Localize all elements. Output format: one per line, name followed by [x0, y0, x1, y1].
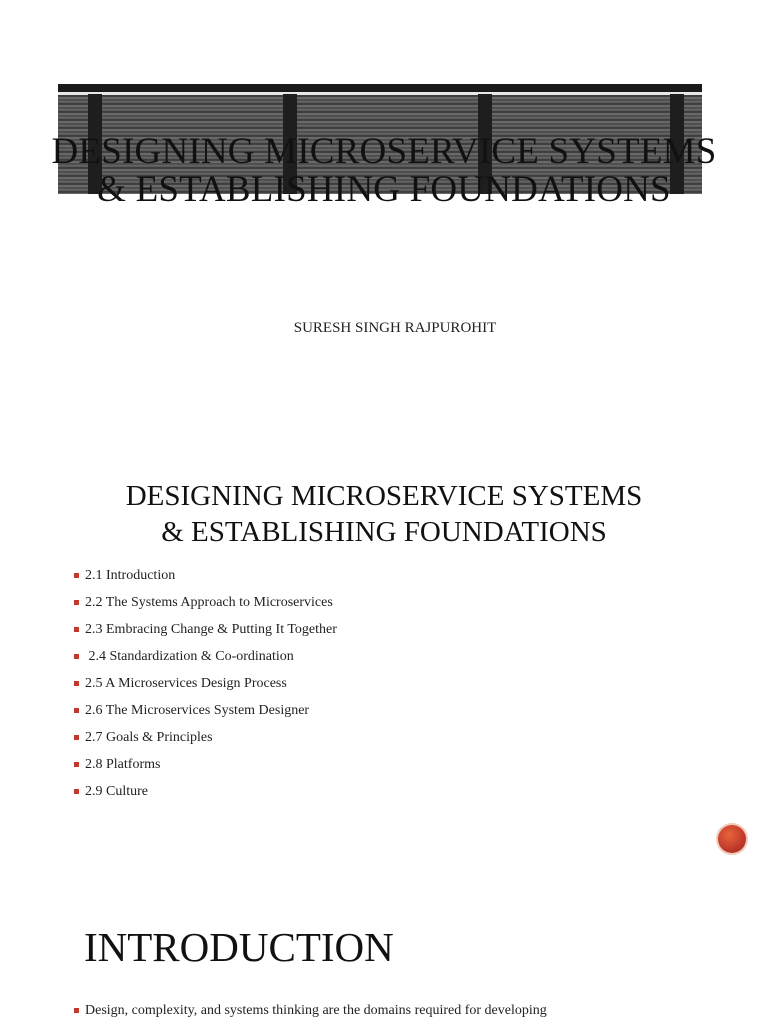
bullet-icon	[74, 789, 79, 794]
list-item-text: 2.2 The Systems Approach to Microservices	[85, 595, 333, 610]
bullet-icon	[74, 681, 79, 686]
slide-title-line1: DESIGNING MICROSERVICE SYSTEMS	[51, 131, 717, 172]
list-item	[72, 702, 337, 729]
bullet-icon	[74, 762, 79, 767]
contents-list	[72, 567, 337, 810]
list-item	[72, 621, 337, 648]
bullet-icon	[74, 573, 79, 578]
list-item	[72, 594, 337, 621]
list-item	[72, 648, 337, 675]
list-item	[72, 756, 337, 783]
contents-title	[0, 478, 768, 550]
list-item-text: 2.3 Embracing Change & Putting It Together	[85, 622, 337, 637]
list-item-text: 2.5 A Microservices Design Process	[85, 676, 287, 691]
list-item	[72, 675, 337, 702]
author-name: SURESH SINGH RAJPUROHIT	[293, 320, 497, 336]
introduction-body: Design, complexity, and systems thinking are the domains required for developing	[85, 1003, 547, 1018]
list-item	[72, 567, 337, 594]
banner-top-bar	[58, 84, 702, 92]
list-item-text: 2.4 Standardization & Co-ordination	[85, 649, 294, 664]
slide-title	[0, 133, 768, 209]
list-item-text: 2.9 Culture	[85, 784, 148, 799]
list-item-text: 2.8 Platforms	[85, 757, 161, 772]
bullet-icon	[74, 600, 79, 605]
list-item-text: 2.6 The Microservices System Designer	[85, 703, 310, 718]
bullet-icon	[74, 735, 79, 740]
contents-slide	[0, 425, 768, 865]
introduction-paragraph	[72, 1002, 694, 1020]
title-slide	[0, 0, 768, 425]
list-item	[72, 729, 337, 756]
introduction-title: INTRODUCTION	[84, 924, 394, 970]
bullet-icon	[74, 1008, 79, 1013]
circle-nav-icon[interactable]	[718, 825, 746, 853]
list-item-text: 2.7 Goals & Principles	[85, 730, 213, 745]
banner-stripe	[58, 92, 702, 95]
contents-title-line1: DESIGNING MICROSERVICE SYSTEMS	[125, 480, 643, 512]
list-item-text: 2.1 Introduction	[85, 568, 176, 583]
contents-title-line2: & ESTABLISHING FOUNDATIONS	[161, 516, 607, 548]
list-item	[72, 783, 337, 810]
slide-title-line2: & ESTABLISHING FOUNDATIONS	[97, 169, 671, 210]
bullet-icon	[74, 627, 79, 632]
bullet-icon	[74, 654, 79, 659]
introduction-slide	[0, 865, 768, 1024]
bullet-icon	[74, 708, 79, 713]
